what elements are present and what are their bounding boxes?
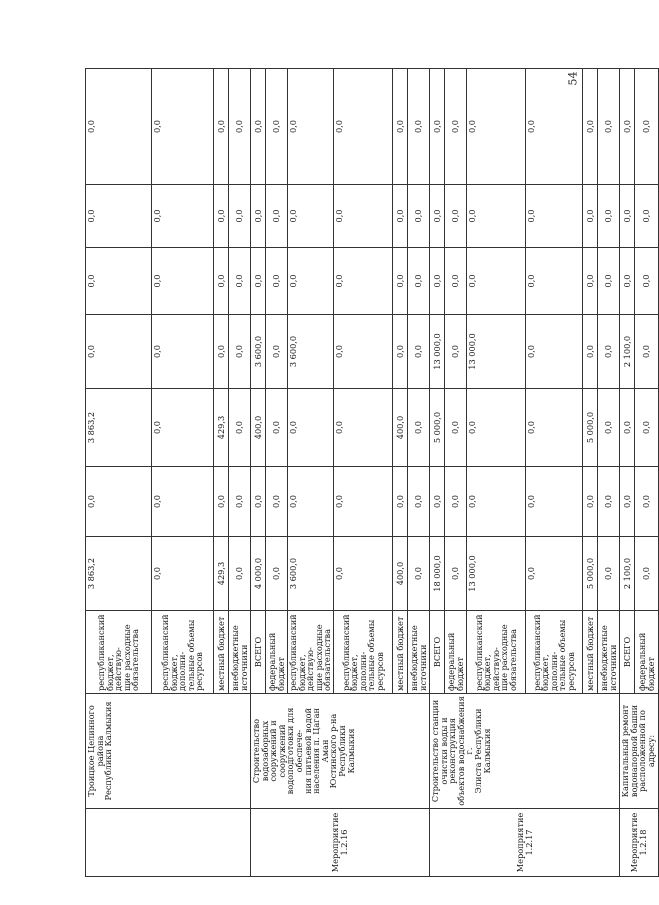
value-cell: 0,0	[467, 248, 526, 315]
text-line: местный бюджет	[584, 616, 595, 691]
value-cell: 0,0	[229, 467, 251, 537]
value-cell: 13 000,0	[430, 315, 445, 389]
value-cell: 0,0	[266, 248, 288, 315]
text-line: ресурсов	[374, 652, 385, 691]
funding-source-cell	[86, 611, 152, 694]
value-cell: 4 000,0	[251, 537, 266, 611]
value-cell: 0,0	[526, 248, 583, 315]
value-cell: 3 863,2	[86, 537, 152, 611]
value-cell: 0,0	[266, 537, 288, 611]
text-line: местный бюджет	[394, 616, 405, 691]
value-cell: 0,0	[583, 467, 598, 537]
value-cell: 0,0	[266, 389, 288, 467]
text-line: республиканский	[473, 614, 484, 691]
table-body	[86, 69, 659, 877]
value-cell: 0,0	[393, 248, 408, 315]
value-cell: 0,0	[229, 185, 251, 248]
measure-name-cell	[430, 694, 620, 809]
value-cell: 0,0	[408, 537, 430, 611]
text-line: водоподготовки для обеспече-	[285, 707, 305, 795]
value-cell: 0,0	[598, 69, 620, 185]
text-line: сооружений и сооружений	[268, 720, 287, 782]
value-cell: 0,0	[445, 537, 467, 611]
value-cell: 0,0	[86, 248, 152, 315]
value-cell: 0,0	[229, 389, 251, 467]
value-cell: 0,0	[408, 467, 430, 537]
text-line: бюджет, дополни-	[349, 651, 368, 691]
value-cell: 0,0	[334, 537, 393, 611]
funding-source-cell	[408, 611, 430, 694]
value-cell: 0,0	[620, 467, 635, 537]
value-cell: 0,0	[288, 69, 334, 185]
value-cell: 0,0	[214, 467, 229, 537]
value-cell: 400,0	[393, 389, 408, 467]
value-cell: 2 100,0	[620, 315, 635, 389]
value-cell: 0,0	[408, 185, 430, 248]
text-line: Строительство водозаборных	[251, 718, 270, 784]
value-cell: 0,0	[288, 467, 334, 537]
value-cell: 0,0	[152, 248, 214, 315]
funding-source-cell	[214, 611, 229, 694]
value-cell: 0,0	[620, 248, 635, 315]
text-line: бюджет, дополни-	[168, 651, 188, 691]
text-line: бюджет	[645, 656, 656, 691]
value-cell: 0,0	[598, 185, 620, 248]
funding-source-cell	[598, 611, 620, 694]
value-cell: 0,0	[288, 389, 334, 467]
value-cell: 0,0	[214, 69, 229, 185]
table-row	[86, 69, 152, 877]
value-cell: 0,0	[334, 69, 393, 185]
table-row	[251, 69, 266, 877]
value-cell: 0,0	[393, 467, 408, 537]
measure-name-cell	[251, 694, 430, 809]
value-cell: 0,0	[635, 389, 659, 467]
text-line: ресурсов	[565, 652, 576, 691]
value-cell: 0,0	[635, 248, 659, 315]
value-cell: 0,0	[251, 467, 266, 537]
funding-source-cell	[152, 611, 214, 694]
text-line: бюджет, действую-	[104, 647, 124, 691]
text-line: бюджет, дополни-	[540, 651, 559, 691]
value-cell: 0,0	[635, 537, 659, 611]
value-cell: 0,0	[445, 248, 467, 315]
value-cell: 0,0	[445, 315, 467, 389]
value-cell: 2 100,0	[620, 537, 635, 611]
value-cell: 0,0	[445, 467, 467, 537]
text-line: источники	[417, 644, 428, 691]
value-cell: 0,0	[598, 248, 620, 315]
value-cell: 0,0	[598, 537, 620, 611]
value-cell: 0,0	[635, 185, 659, 248]
text-line: щие расходные	[313, 624, 324, 691]
text-line: республиканский	[95, 614, 106, 691]
value-cell: 0,0	[635, 69, 659, 185]
value-cell: 3 863,2	[86, 389, 152, 467]
value-cell: 0,0	[334, 185, 393, 248]
text-line: обязательства	[322, 628, 333, 691]
text-line: Элиста Республики Калмыкия	[473, 708, 492, 794]
funding-source-cell	[430, 611, 445, 694]
text-line: источники	[238, 644, 249, 691]
funding-source-cell	[393, 611, 408, 694]
text-line: Строительство станции	[430, 699, 441, 803]
value-cell: 0,0	[334, 467, 393, 537]
value-cell: 0,0	[598, 467, 620, 537]
text-line: обязательства	[507, 628, 518, 691]
value-cell: 18 000,0	[430, 537, 445, 611]
text-line: источники	[607, 644, 618, 691]
value-cell: 5 000,0	[583, 537, 598, 611]
text-line: ВСЕГО	[621, 636, 632, 668]
text-line: ресурсов	[194, 652, 205, 691]
text-line: тельные объемы	[185, 619, 196, 691]
text-line: республиканский	[340, 614, 351, 691]
text-line: обязательства	[130, 628, 141, 691]
value-cell: 0,0	[152, 185, 214, 248]
text-line: бюджет, действую-	[296, 647, 316, 691]
value-cell: 0,0	[467, 185, 526, 248]
text-line: федеральный	[636, 632, 647, 691]
value-cell: 429,3	[214, 389, 229, 467]
value-cell: 0,0	[430, 185, 445, 248]
funding-source-cell	[266, 611, 288, 694]
text-line: республиканский	[159, 614, 170, 691]
value-cell: 13 000,0	[467, 537, 526, 611]
funding-source-cell	[251, 611, 266, 694]
value-cell: 0,0	[86, 315, 152, 389]
value-cell: 0,0	[445, 389, 467, 467]
text-line: ВСЕГО	[252, 636, 263, 668]
value-cell: 0,0	[251, 69, 266, 185]
value-cell: 400,0	[393, 537, 408, 611]
measure-code-cell: Мероприятие 1.2.16	[251, 809, 430, 877]
value-cell: 0,0	[214, 248, 229, 315]
value-cell: 0,0	[526, 389, 583, 467]
value-cell: 0,0	[393, 185, 408, 248]
value-cell: 0,0	[526, 467, 583, 537]
value-cell: 0,0	[583, 248, 598, 315]
funding-source-cell	[229, 611, 251, 694]
measure-name-cell	[620, 694, 659, 809]
text-line: тельные объемы	[557, 619, 568, 691]
text-line: ВСЕГО	[431, 636, 442, 668]
text-line: бюджет	[275, 656, 286, 691]
value-cell: 0,0	[408, 69, 430, 185]
value-cell: 3 600,0	[288, 315, 334, 389]
value-cell: 0,0	[445, 69, 467, 185]
funding-source-cell	[467, 611, 526, 694]
value-cell: 0,0	[620, 389, 635, 467]
value-cell: 0,0	[620, 69, 635, 185]
text-line: республиканский	[531, 614, 542, 691]
value-cell: 0,0	[152, 389, 214, 467]
value-cell: 0,0	[214, 315, 229, 389]
value-cell: 0,0	[266, 467, 288, 537]
funding-source-cell	[445, 611, 467, 694]
value-cell: 0,0	[526, 69, 583, 185]
value-cell: 0,0	[214, 185, 229, 248]
value-cell: 0,0	[266, 315, 288, 389]
text-line: Республики Калмыкия	[103, 701, 114, 801]
measure-code-cell: Мероприятие 1.2.17	[430, 809, 620, 877]
funding-source-cell	[334, 611, 393, 694]
measure-name-cell	[86, 694, 251, 809]
value-cell: 0,0	[430, 467, 445, 537]
value-cell: 0,0	[445, 185, 467, 248]
text-line: очистки воды и реконструкция	[438, 717, 458, 785]
value-cell: 0,0	[229, 69, 251, 185]
value-cell: 3 600,0	[288, 537, 334, 611]
text-line: местный бюджет	[215, 616, 226, 691]
text-line: внебюджетные	[229, 625, 240, 691]
value-cell: 0,0	[229, 315, 251, 389]
funding-source-cell	[288, 611, 334, 694]
page-number: 54	[566, 71, 580, 86]
text-line: внебюджетные	[598, 625, 609, 691]
value-cell: 0,0	[334, 389, 393, 467]
value-cell: 5 000,0	[430, 389, 445, 467]
text-line: Капитальный ремонт	[620, 704, 631, 798]
value-cell: 0,0	[408, 389, 430, 467]
value-cell: 0,0	[86, 185, 152, 248]
value-cell: 0,0	[229, 248, 251, 315]
value-cell: 0,0	[526, 537, 583, 611]
value-cell: 5 000,0	[583, 389, 598, 467]
value-cell: 0,0	[526, 315, 583, 389]
value-cell: 0,0	[266, 69, 288, 185]
budget-table	[85, 68, 659, 877]
value-cell: 13 000,0	[467, 315, 526, 389]
table-row	[620, 69, 635, 877]
value-cell: 0,0	[152, 537, 214, 611]
text-line: водонапорной башни	[628, 704, 639, 798]
table-row	[430, 69, 445, 877]
text-line: Калмыкия	[345, 728, 356, 774]
value-cell: 0,0	[583, 315, 598, 389]
funding-source-cell	[620, 611, 635, 694]
value-cell: 0,0	[152, 315, 214, 389]
text-line: щие расходные	[499, 624, 510, 691]
value-cell: 0,0	[152, 467, 214, 537]
funding-source-cell	[635, 611, 659, 694]
value-cell: 0,0	[430, 69, 445, 185]
value-cell: 400,0	[251, 389, 266, 467]
measure-code-cell	[86, 809, 251, 877]
measure-code-cell: Мероприятие 1.2.18	[620, 809, 659, 877]
text-line: объектов водоснабжения г.	[455, 696, 475, 806]
text-line: Юстинского р-на Республики	[328, 713, 348, 789]
text-line: щие расходные	[121, 624, 132, 691]
text-line: республиканский	[288, 614, 298, 691]
value-cell: 0,0	[467, 69, 526, 185]
text-line: расположенной по адресу:	[637, 710, 656, 792]
text-line: бюджет, действую-	[482, 647, 501, 691]
text-line: ния питьевой водой	[302, 708, 313, 794]
value-cell: 0,0	[393, 69, 408, 185]
value-cell: 0,0	[251, 185, 266, 248]
value-cell: 0,0	[288, 185, 334, 248]
value-cell: 0,0	[583, 185, 598, 248]
text-line: тельные объемы	[366, 619, 377, 691]
value-cell: 0,0	[251, 248, 266, 315]
value-cell: 0,0	[598, 315, 620, 389]
value-cell: 0,0	[266, 185, 288, 248]
funding-source-cell	[526, 611, 583, 694]
value-cell: 0,0	[467, 389, 526, 467]
value-cell: 0,0	[86, 69, 152, 185]
value-cell: 0,0	[620, 185, 635, 248]
value-cell: 0,0	[635, 467, 659, 537]
value-cell: 0,0	[430, 248, 445, 315]
text-line: внебюджетные	[408, 625, 419, 691]
value-cell: 0,0	[408, 248, 430, 315]
text-line: бюджет	[454, 656, 465, 691]
value-cell: 429,3	[214, 537, 229, 611]
value-cell: 0,0	[408, 315, 430, 389]
value-cell: 0,0	[334, 248, 393, 315]
value-cell: 0,0	[288, 248, 334, 315]
text-line: населения п. Цаган Аман	[311, 708, 330, 794]
value-cell: 0,0	[86, 467, 152, 537]
value-cell: 0,0	[393, 315, 408, 389]
value-cell: 0,0	[598, 389, 620, 467]
value-cell: 0,0	[152, 69, 214, 185]
value-cell: 0,0	[583, 69, 598, 185]
value-cell: 0,0	[334, 315, 393, 389]
value-cell: 0,0	[526, 185, 583, 248]
value-cell: 0,0	[229, 537, 251, 611]
value-cell: 0,0	[467, 467, 526, 537]
funding-source-cell	[583, 611, 598, 694]
text-line: федеральный	[445, 632, 456, 691]
value-cell: 3 600,0	[251, 315, 266, 389]
text-line: Троицкое Целинного района	[86, 705, 105, 797]
value-cell: 0,0	[635, 315, 659, 389]
text-line: федеральный	[266, 632, 277, 691]
